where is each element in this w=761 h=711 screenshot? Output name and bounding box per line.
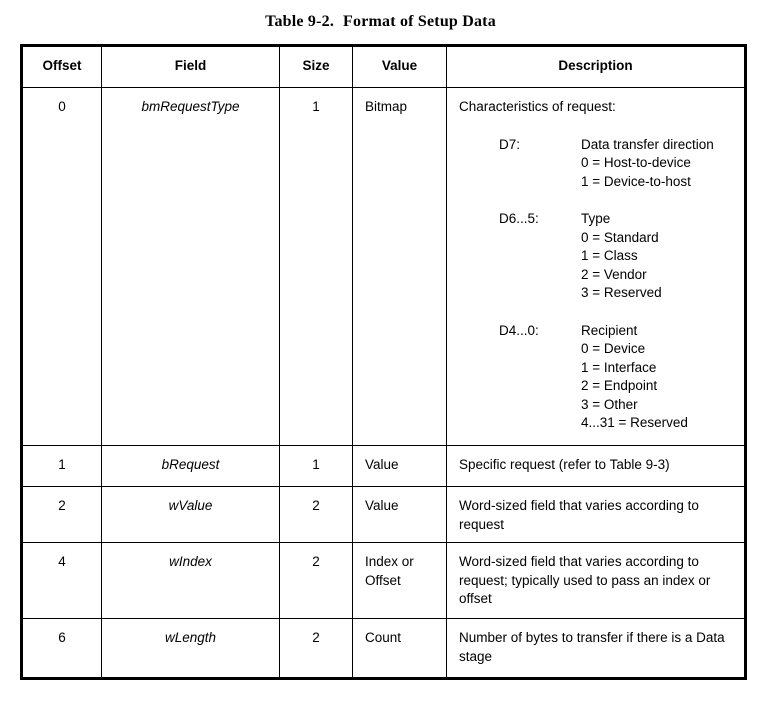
cell-field: wIndex	[102, 543, 280, 619]
cell-field: wValue	[102, 487, 280, 543]
header-field: Field	[102, 46, 280, 88]
cell-size: 1	[280, 446, 353, 487]
cell-description: Word-sized field that varies according to request; typically used to pass an index or offset	[447, 543, 746, 619]
cell-value: Count	[353, 619, 447, 679]
table-row	[22, 446, 746, 487]
bit-group-d6-5	[499, 210, 732, 303]
header-value: Value	[353, 46, 447, 88]
cell-description: Word-sized field that varies according to request	[447, 487, 746, 543]
table-row	[22, 543, 746, 619]
setup-data-table	[20, 44, 747, 680]
description-intro: Characteristics of request:	[459, 99, 616, 114]
cell-field: bmRequestType	[102, 88, 280, 446]
table-number: Table 9-2.	[265, 13, 335, 30]
cell-description: Number of bytes to transfer if there is a Data stage	[447, 619, 746, 679]
cell-offset: 6	[22, 619, 102, 679]
bit-line: 1 = Device-to-host	[581, 173, 691, 189]
cell-offset: 0	[22, 88, 102, 446]
cell-value: Value	[353, 446, 447, 487]
header-offset: Offset	[22, 46, 102, 88]
cell-offset: 2	[22, 487, 102, 543]
header-size: Size	[280, 46, 353, 88]
cell-field: wLength	[102, 619, 280, 679]
header-row	[22, 46, 746, 88]
cell-size: 2	[280, 619, 353, 679]
bit-line: 3 = Reserved	[581, 285, 662, 300]
cell-offset: 1	[22, 446, 102, 487]
cell-size: 1	[280, 88, 353, 446]
bit-line: Recipient	[581, 322, 638, 338]
header-description: Description	[447, 46, 746, 88]
bit-line: 0 = Host-to-device	[581, 155, 691, 170]
cell-size: 2	[280, 543, 353, 619]
page-title	[0, 13, 761, 31]
bit-line: Data transfer direction	[581, 136, 714, 152]
cell-value: Index or Offset	[353, 543, 447, 619]
cell-size: 2	[280, 487, 353, 543]
table-caption: Format of Setup Data	[343, 13, 496, 30]
bit-lines	[581, 136, 732, 192]
table-row	[22, 487, 746, 543]
bit-line: 3 = Other	[581, 396, 638, 412]
bit-line: 1 = Class	[581, 248, 638, 263]
bit-line: 1 = Interface	[581, 359, 657, 375]
bit-line: 0 = Standard	[581, 229, 659, 245]
bit-lines	[581, 322, 732, 433]
bit-line: 2 = Vendor	[581, 266, 647, 282]
bit-line: 2 = Endpoint	[581, 378, 658, 393]
bit-group-d7	[499, 136, 732, 192]
bit-label: D7:	[499, 136, 521, 152]
bit-lines	[581, 210, 732, 303]
bit-label: D6...5:	[499, 211, 539, 226]
cell-description	[447, 88, 746, 446]
bit-line: Type	[581, 211, 611, 226]
bit-label: D4...0:	[499, 322, 539, 338]
bit-line: 4...31 = Reserved	[581, 415, 688, 430]
cell-description: Specific request (refer to Table 9-3)	[447, 446, 746, 487]
bit-group-d4-0	[499, 322, 732, 433]
table-row	[22, 88, 746, 446]
cell-offset: 4	[22, 543, 102, 619]
cell-value: Bitmap	[353, 88, 447, 446]
bit-line: 0 = Device	[581, 341, 646, 356]
table-row	[22, 619, 746, 679]
cell-value: Value	[353, 487, 447, 543]
cell-field: bRequest	[102, 446, 280, 487]
